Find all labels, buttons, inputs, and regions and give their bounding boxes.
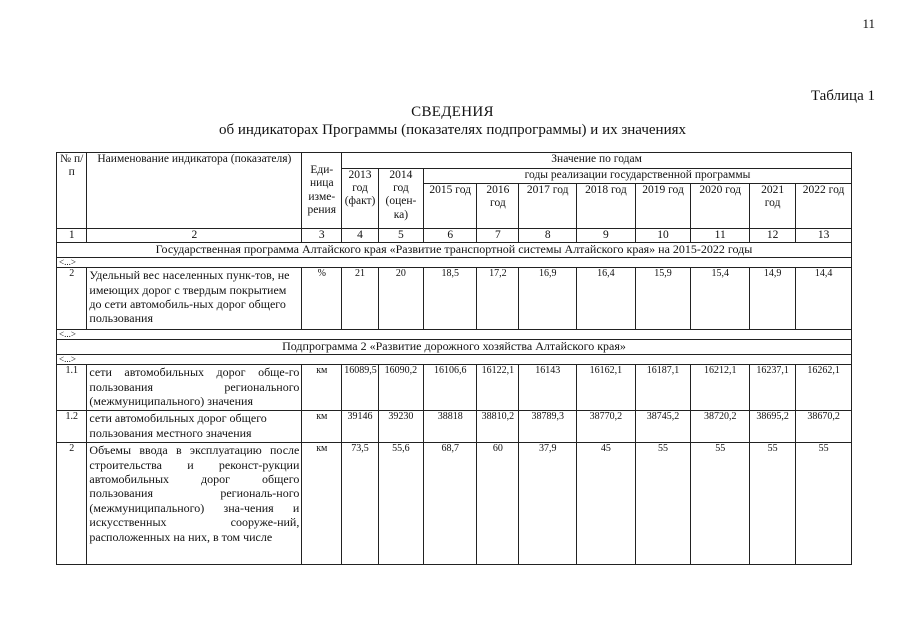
ellipsis-marker: <...>	[57, 355, 852, 365]
row-value: 16143	[519, 365, 577, 411]
row-value: 55	[750, 443, 796, 565]
document-subtitle: об индикаторах Программы (показателях подпрограммы) и их значениях	[218, 122, 687, 138]
row-value: 38695,2	[750, 411, 796, 443]
row-unit: %	[302, 268, 342, 330]
header-2014: 2014 год (оцен-ка)	[378, 169, 423, 229]
header-unit: Еди-ница изме-рения	[302, 153, 342, 229]
row-value: 16089,5	[342, 365, 379, 411]
table-row	[57, 268, 852, 330]
row-value: 16,9	[519, 268, 577, 330]
column-number: 3	[302, 229, 342, 243]
row-value: 16212,1	[691, 365, 750, 411]
ellipsis-marker: <...>	[57, 258, 852, 268]
row-value: 15,9	[635, 268, 691, 330]
table-row	[57, 443, 852, 565]
row-value: 16237,1	[750, 365, 796, 411]
row-value: 38789,3	[519, 411, 577, 443]
row-value: 68,7	[423, 443, 476, 565]
row-value: 15,4	[691, 268, 750, 330]
row-value: 55	[635, 443, 691, 565]
header-2019: 2019 год	[635, 184, 691, 229]
row-value: 38720,2	[691, 411, 750, 443]
row-name: сети автомобильных дорог общего пользования местного значения	[87, 411, 302, 443]
row-value: 39146	[342, 411, 379, 443]
section-row	[57, 243, 852, 258]
column-number: 7	[477, 229, 519, 243]
row-value: 21	[342, 268, 379, 330]
indicators-table	[56, 152, 852, 565]
header-2017: 2017 год	[519, 184, 577, 229]
row-unit: км	[302, 443, 342, 565]
section-state-program: Государственная программа Алтайского края «Развитие транспортной системы Алтайского края» на 2015-2022 годы	[57, 243, 852, 258]
row-num: 2	[57, 268, 87, 330]
row-value: 16106,6	[423, 365, 476, 411]
row-value: 55	[796, 443, 852, 565]
row-num: 2	[57, 443, 87, 565]
table-label: Таблица 1	[810, 88, 875, 104]
table-row	[57, 365, 852, 411]
row-value: 38670,2	[796, 411, 852, 443]
header-2016: 2016 год	[477, 184, 519, 229]
row-name: Объемы ввода в эксплуатацию после строительства и реконст-рукции автомобильных дорог общего пользования региональ-ного (межмуниципального) зна-чения и искусственных сооруже-ний, расположенных на них, в том числе	[87, 443, 302, 565]
header-2022: 2022 год	[796, 184, 852, 229]
row-value: 16,4	[577, 268, 636, 330]
row-value: 17,2	[477, 268, 519, 330]
row-value: 38818	[423, 411, 476, 443]
row-value: 38745,2	[635, 411, 691, 443]
header-num: № п/п	[57, 153, 87, 229]
column-number: 5	[378, 229, 423, 243]
row-value: 45	[577, 443, 636, 565]
row-value: 38770,2	[577, 411, 636, 443]
row-value: 39230	[378, 411, 423, 443]
ellipsis-row	[57, 355, 852, 365]
row-value: 55,6	[378, 443, 423, 565]
header-2020: 2020 год	[691, 184, 750, 229]
ellipsis-row	[57, 258, 852, 268]
row-unit: км	[302, 411, 342, 443]
column-number: 4	[342, 229, 379, 243]
section-row	[57, 340, 852, 355]
row-name: Удельный вес населенных пунк-тов, не имеющих дорог с твердым покрытием до сети автомобиль-ных дорог общего пользования	[87, 268, 302, 330]
row-value: 16262,1	[796, 365, 852, 411]
column-number: 8	[519, 229, 577, 243]
row-value: 16090,2	[378, 365, 423, 411]
document-title: СВЕДЕНИЯ	[411, 104, 494, 120]
header-2018: 2018 год	[577, 184, 636, 229]
row-value: 14,9	[750, 268, 796, 330]
column-number: 6	[423, 229, 476, 243]
ellipsis-marker: <...>	[57, 330, 852, 340]
ellipsis-row	[57, 330, 852, 340]
header-program-years: годы реализации государственной программы	[423, 169, 851, 184]
row-num: 1.2	[57, 411, 87, 443]
column-number: 11	[691, 229, 750, 243]
column-number: 10	[635, 229, 691, 243]
row-value: 55	[691, 443, 750, 565]
row-value: 20	[378, 268, 423, 330]
row-value: 16162,1	[577, 365, 636, 411]
table-row	[57, 411, 852, 443]
section-subprogram-2: Подпрограмма 2 «Развитие дорожного хозяйства Алтайского края»	[57, 340, 852, 355]
header-2013: 2013 год (факт)	[342, 169, 379, 229]
row-value: 16122,1	[477, 365, 519, 411]
column-number: 2	[87, 229, 302, 243]
header-2021: 2021 год	[750, 184, 796, 229]
column-number: 13	[796, 229, 852, 243]
row-name: сети автомобильных дорог обще-го пользования регионального (межмуниципального) значения	[87, 365, 302, 411]
row-value: 16187,1	[635, 365, 691, 411]
column-number: 12	[750, 229, 796, 243]
header-2015: 2015 год	[423, 184, 476, 229]
row-value: 38810,2	[477, 411, 519, 443]
row-unit: км	[302, 365, 342, 411]
page-number: 11	[862, 16, 875, 31]
column-number: 9	[577, 229, 636, 243]
row-value: 14,4	[796, 268, 852, 330]
header-name: Наименование индикатора (показателя)	[87, 153, 302, 229]
row-value: 37,9	[519, 443, 577, 565]
row-value: 18,5	[423, 268, 476, 330]
column-number-row	[57, 229, 852, 243]
column-number: 1	[57, 229, 87, 243]
row-num: 1.1	[57, 365, 87, 411]
row-value: 60	[477, 443, 519, 565]
header-values-by-year: Значение по годам	[342, 153, 852, 169]
row-value: 73,5	[342, 443, 379, 565]
